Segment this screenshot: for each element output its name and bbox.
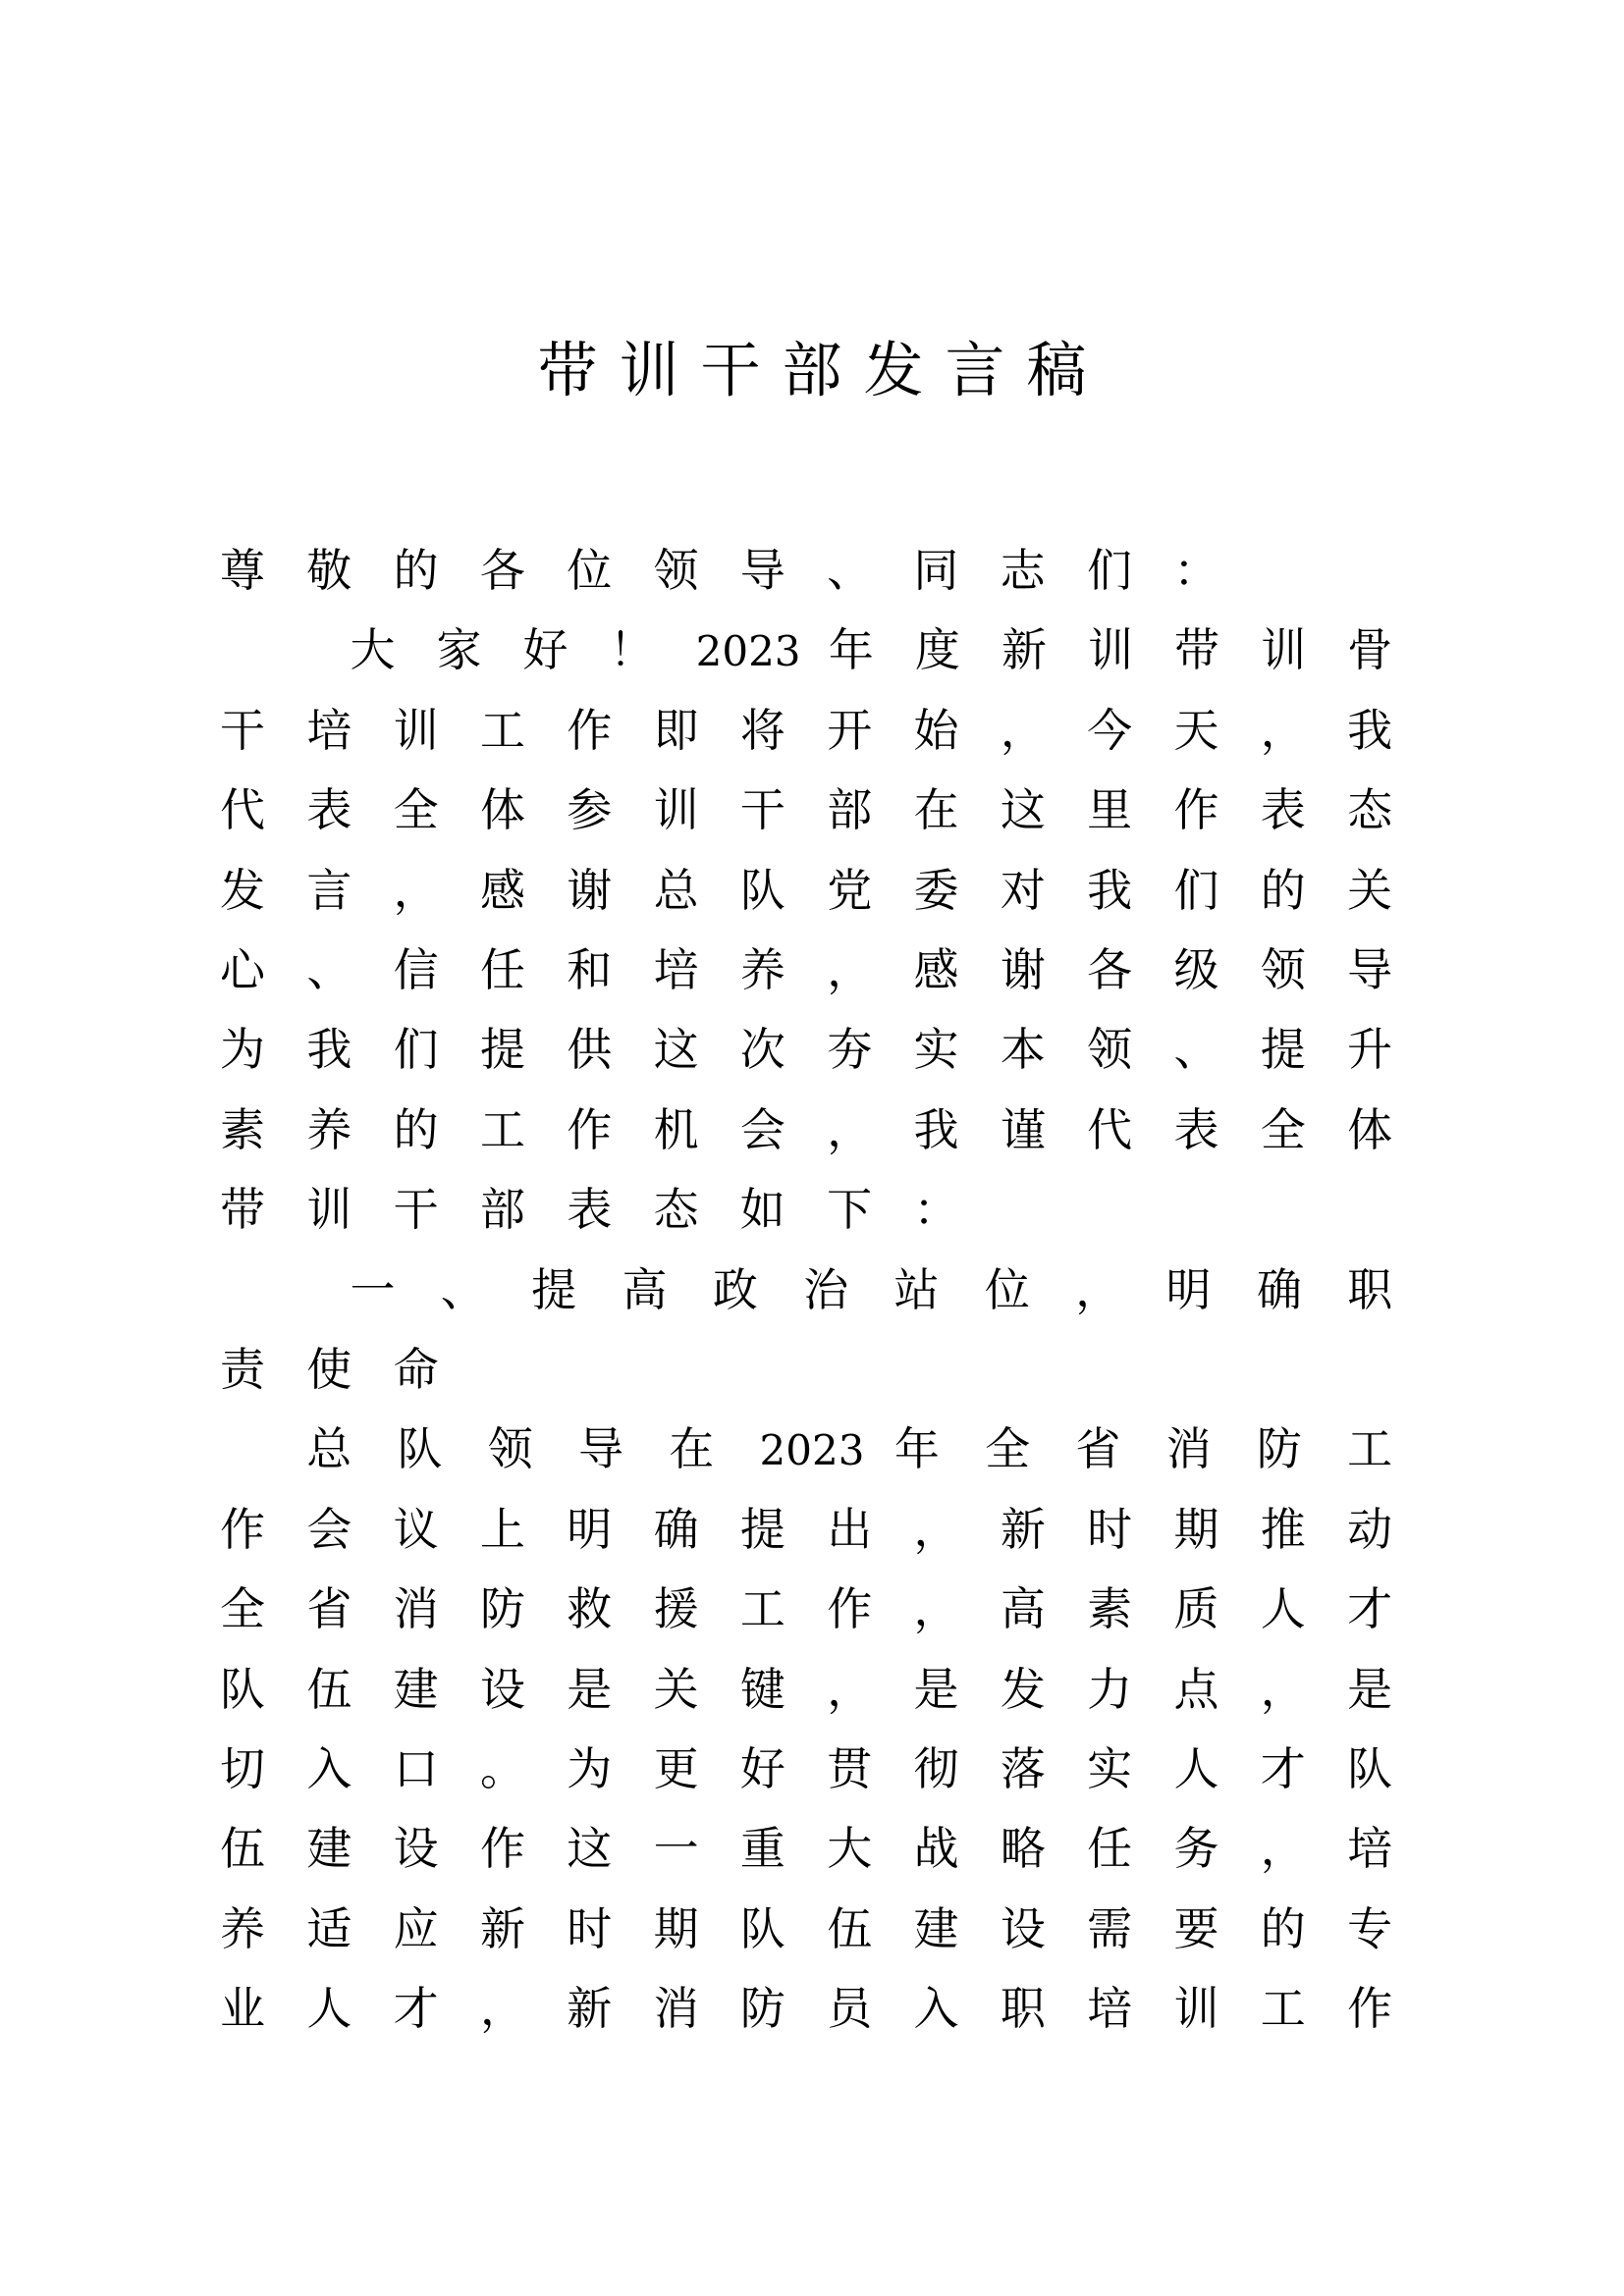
body-line: 业 人 才 ， 新 消 防 员 入 职 培 训 工 作 bbox=[220, 1982, 1393, 2036]
body-line: 干 培 训 工 作 即 将 开 始 ， 今 天 ， 我 bbox=[220, 703, 1393, 757]
document-title: 带训干部发言稿 bbox=[537, 336, 1109, 405]
body-line: 作 会 议 上 明 确 提 出 ， 新 时 期 推 动 bbox=[220, 1502, 1393, 1556]
body-line: 尊 敬 的 各 位 领 导 、 同 志 们 ： bbox=[220, 544, 1219, 597]
body-line: 全 省 消 防 救 援 工 作 ， 高 素 质 人 才 bbox=[220, 1582, 1393, 1636]
body-line: 伍 建 设 作 这 一 重 大 战 略 任 务 ， 培 bbox=[220, 1822, 1393, 1876]
body-line: 切 入 口 。 为 更 好 贯 彻 落 实 人 才 队 bbox=[220, 1742, 1393, 1795]
body-line: 大 家 好 ！ 2023 年 度 新 训 带 训 骨 bbox=[350, 623, 1393, 677]
body-line: 总 队 领 导 在 2023 年 全 省 消 防 工 bbox=[306, 1422, 1393, 1476]
body-line: 一 、 提 高 政 治 站 位 ， 明 确 职 bbox=[350, 1262, 1393, 1316]
body-line: 为 我 们 提 供 这 次 夯 实 本 领 、 提 升 bbox=[220, 1023, 1393, 1077]
body-line: 发 言 ， 感 谢 总 队 党 委 对 我 们 的 关 bbox=[220, 863, 1393, 917]
body-line: 责 使 命 bbox=[220, 1343, 439, 1396]
body-line: 养 适 应 新 时 期 队 伍 建 设 需 要 的 专 bbox=[220, 1901, 1393, 1955]
body-line: 队 伍 建 设 是 关 键 ， 是 发 力 点 ， 是 bbox=[220, 1662, 1393, 1716]
body-line: 心 、 信 任 和 培 养 ， 感 谢 各 级 领 导 bbox=[220, 943, 1393, 996]
body-line: 素 养 的 工 作 机 会 ， 我 谨 代 表 全 体 bbox=[220, 1102, 1393, 1156]
body-line: 带 训 干 部 表 态 如 下 ： bbox=[220, 1183, 959, 1237]
body-line: 代 表 全 体 参 训 干 部 在 这 里 作 表 态 bbox=[220, 783, 1393, 837]
